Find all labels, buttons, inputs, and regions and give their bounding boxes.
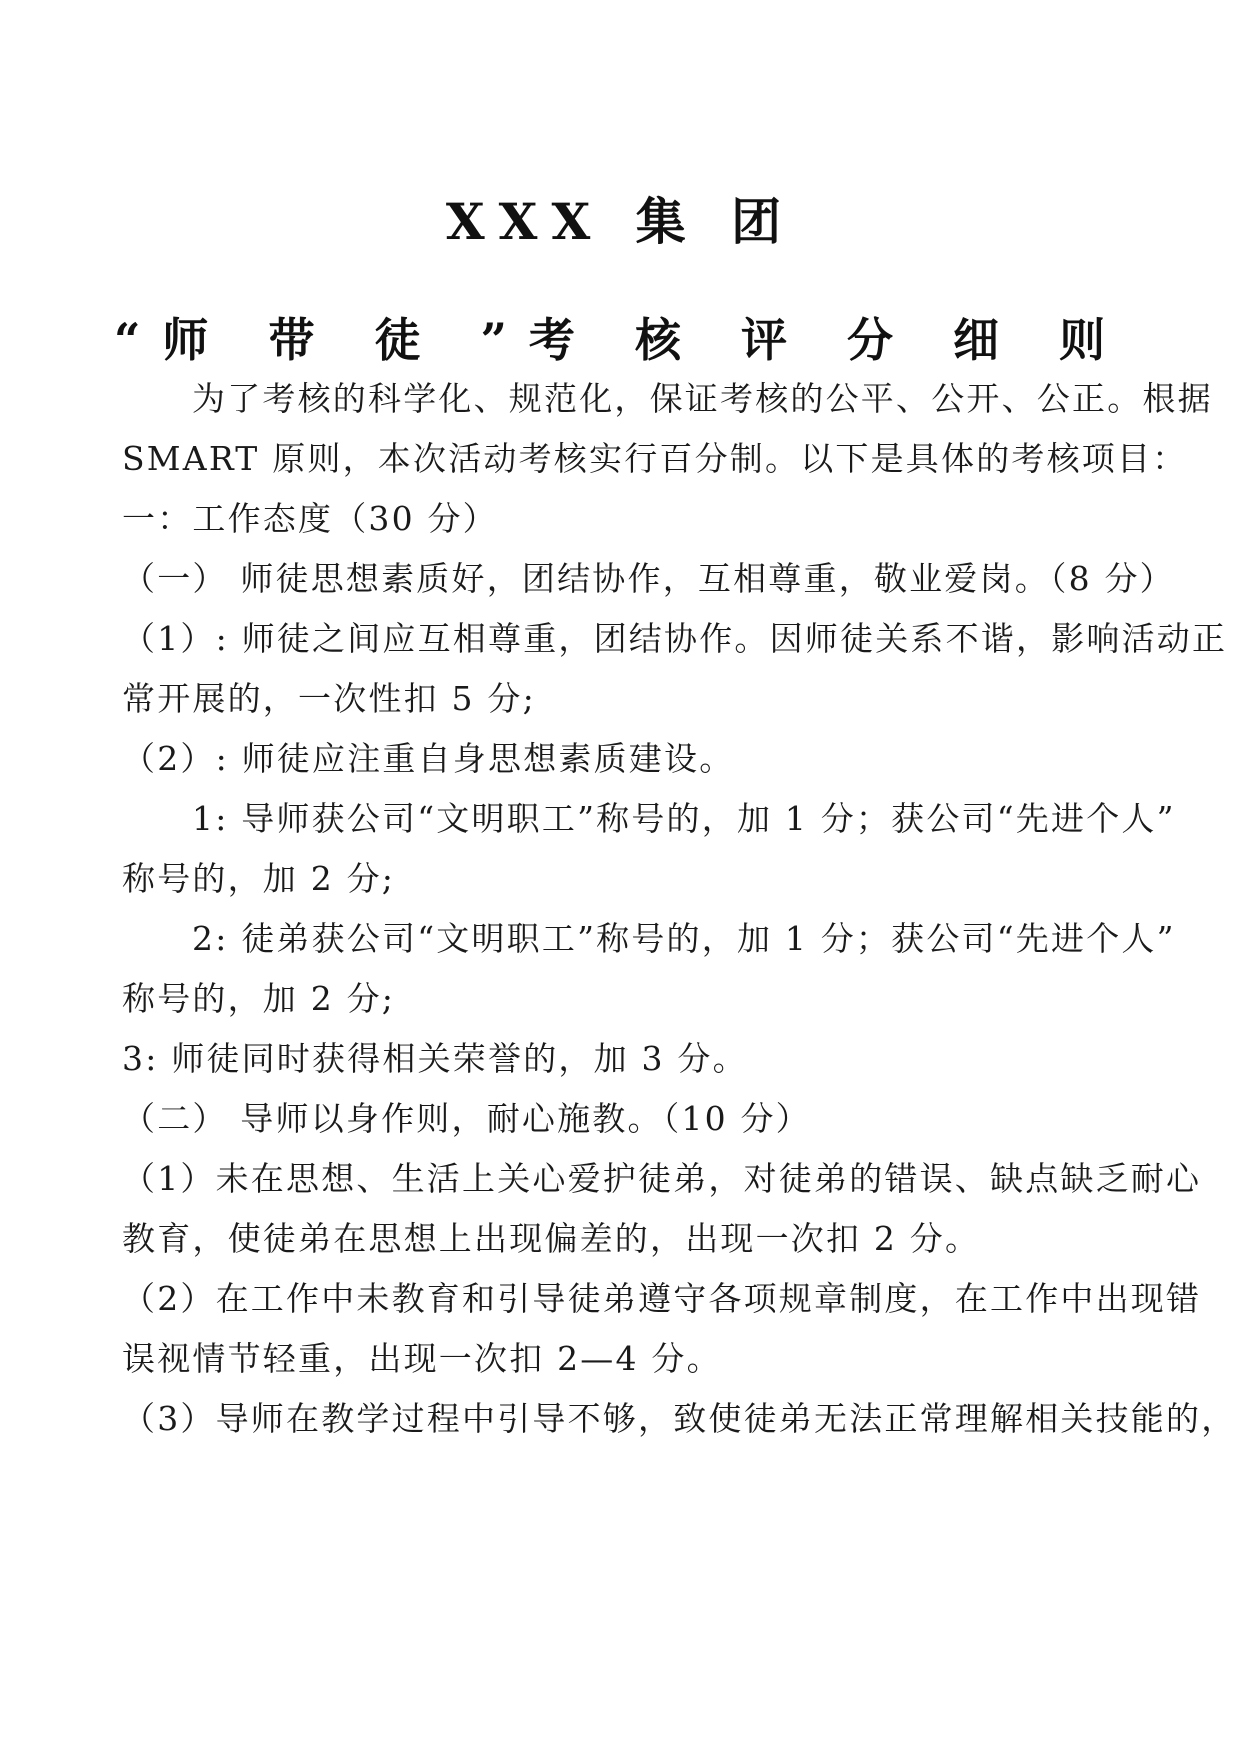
paragraph-line: 称号的，加 2 分; xyxy=(122,859,396,898)
paragraph-line: 1: 导师获公司“文明职工”称号的，加 1 分；获公司“先进个人” xyxy=(192,799,1176,838)
paragraph-line: 误视情节轻重，出现一次扣 2—4 分。 xyxy=(122,1339,722,1378)
paragraph-line: 3: 师徒同时获得相关荣誉的，加 3 分。 xyxy=(122,1039,748,1078)
paragraph-line: （1）未在思想、生活上关心爱护徒弟，对徒弟的错误、缺点缺乏耐心 xyxy=(122,1159,1202,1198)
section-heading: 一：工作态度（30 分） xyxy=(122,499,498,538)
paragraph-line: 教育，使徒弟在思想上出现偏差的，出现一次扣 2 分。 xyxy=(122,1219,981,1258)
document-subtitle: “师 带 徒 ”考 核 评 分 细 则 xyxy=(113,313,1128,367)
paragraph-line: （2）: 师徒应注重自身思想素质建设。 xyxy=(122,739,735,778)
paragraph-line: SMART 原则，本次活动考核实行百分制。以下是具体的考核项目： xyxy=(122,439,1188,478)
subsection-heading: （二） 导师以身作则，耐心施教。（10 分） xyxy=(122,1099,811,1138)
paragraph-line: （1）: 师徒之间应互相尊重，团结协作。因师徒关系不谐，影响活动正 xyxy=(122,619,1228,658)
paragraph-line: （3）导师在教学过程中引导不够，致使徒弟无法正常理解相关技能的， xyxy=(122,1399,1237,1438)
subsection-heading: （一） 师徒思想素质好，团结协作，互相尊重，敬业爱岗。（8 分） xyxy=(122,559,1175,598)
document-title: XXX 集 团 xyxy=(445,192,796,251)
paragraph-line: 为了考核的科学化、规范化，保证考核的公平、公开、公正。根据 xyxy=(192,379,1213,418)
paragraph-line: 常开展的，一次性扣 5 分; xyxy=(122,679,536,718)
paragraph-line: 称号的，加 2 分; xyxy=(122,979,396,1018)
paragraph-line: （2）在工作中未教育和引导徒弟遵守各项规章制度，在工作中出现错 xyxy=(122,1279,1202,1318)
paragraph-line: 2: 徒弟获公司“文明职工”称号的，加 1 分；获公司“先进个人” xyxy=(192,919,1176,958)
